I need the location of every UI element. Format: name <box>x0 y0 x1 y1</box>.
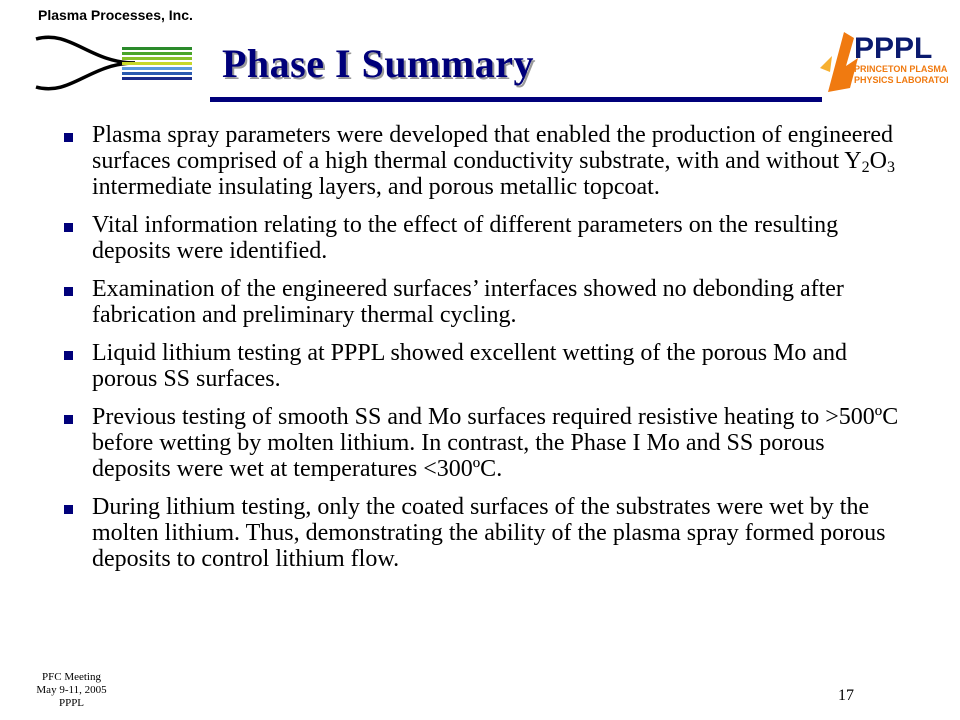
bullet-text: Examination of the engineered surfaces’ interfaces showed no debonding after fabrication and preliminary thermal cycling. <box>92 276 844 328</box>
bullet-item <box>62 404 902 482</box>
footer-meeting-info <box>14 671 129 710</box>
bullet-text: Vital information relating to the effect of different parameters on the resulting deposits were identified. <box>92 212 839 264</box>
bullet-text: Plasma spray parameters were developed that enabled the production of engineered surfaces comprised of a high thermal conductivity substrate, with and without $Y_2O_3$ intermediate insulating layers, and porous metallic topcoat. <box>92 122 895 200</box>
title-divider <box>210 97 822 102</box>
footer-line-meeting: PFC Meeting <box>42 671 101 683</box>
plasma-processes-logo <box>30 25 200 102</box>
footer-line-date: May 9-11, 2005 <box>36 684 107 696</box>
bullet-item <box>62 122 902 200</box>
square-bullet-icon <box>64 351 73 360</box>
square-bullet-icon <box>64 505 73 514</box>
bullet-item <box>62 340 902 392</box>
logo-line2: PHYSICS LABORATORY <box>854 75 948 85</box>
logo-line1: PRINCETON PLASMA <box>854 64 948 74</box>
bullet-item <box>62 276 902 328</box>
summary-bullet-list <box>62 122 902 584</box>
square-bullet-icon <box>64 223 73 232</box>
page-title: Phase I Summary <box>222 41 534 86</box>
bullet-text: Liquid lithium testing at PPPL showed excellent wetting of the porous Mo and porous SS surfaces. <box>92 340 848 392</box>
logo-pppl-text: PPPL <box>854 32 933 65</box>
pppl-logo <box>818 28 948 103</box>
page-number: 17 <box>838 687 854 704</box>
company-name: Plasma Processes, Inc. <box>38 7 193 23</box>
square-bullet-icon <box>64 415 73 424</box>
bullet-item <box>62 212 902 264</box>
square-bullet-icon <box>64 287 73 296</box>
footer-line-location: PPPL <box>58 697 85 709</box>
bullet-item <box>62 494 902 572</box>
bullet-text: During lithium testing, only the coated surfaces of the substrates were wet by the molten lithium. Thus, demonstrating the ability of the plasma spray formed porous deposits to control lithium flow. <box>92 494 886 572</box>
bullet-text: Previous testing of smooth SS and Mo surfaces required resistive heating to >500ºC before wetting by molten lithium. In contrast, the Phase I Mo and SS porous deposits were wet at temperatures <300ºC. <box>92 404 899 482</box>
square-bullet-icon <box>64 133 73 142</box>
